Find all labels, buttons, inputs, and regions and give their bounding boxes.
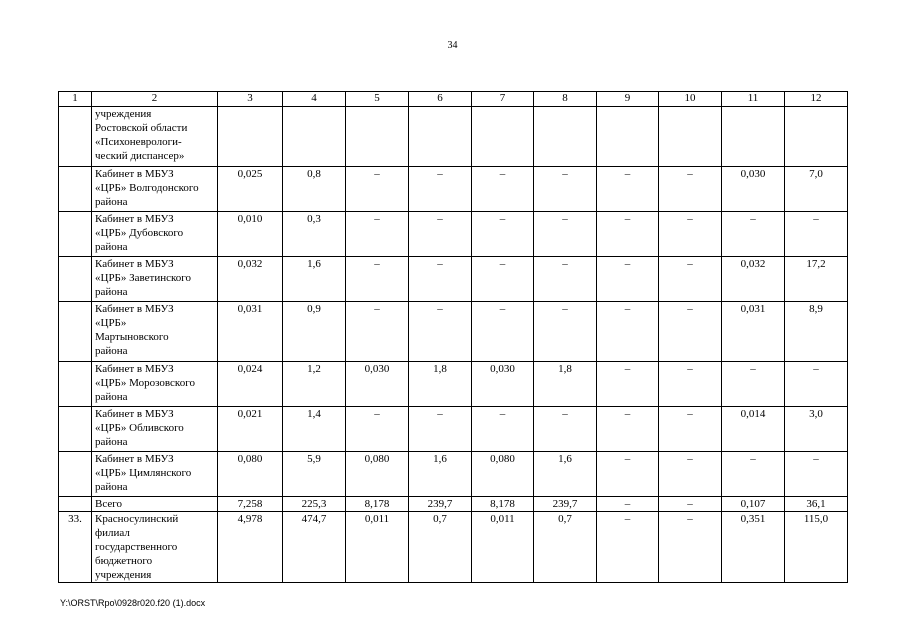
- header-cell: 2: [92, 92, 218, 107]
- value-cell: –: [409, 257, 472, 302]
- page-number: 34: [447, 40, 458, 51]
- value-cell: –: [597, 212, 659, 257]
- value-cell: 0,080: [472, 452, 534, 497]
- facility-name-line: Кабинет в МБУЗ: [95, 303, 174, 315]
- facility-name-line: «ЦРБ» Обливского: [95, 422, 184, 434]
- value-cell: 3,0: [785, 407, 848, 452]
- value-cell: –: [409, 167, 472, 212]
- value-cell: –: [472, 212, 534, 257]
- value-cell: –: [597, 407, 659, 452]
- value-cell: 115,0: [785, 512, 848, 583]
- value-cell: –: [472, 407, 534, 452]
- facility-name-line: «ЦРБ» Морозовского: [95, 377, 195, 389]
- file-path-footer: Y:\ORST\Rpo\0928r020.f20 (1).docx: [60, 598, 206, 608]
- value-cell: [218, 107, 283, 167]
- value-cell: –: [534, 302, 597, 362]
- value-cell: –: [597, 362, 659, 407]
- value-cell: 0,032: [218, 257, 283, 302]
- value-cell: 0,107: [722, 497, 785, 512]
- facility-name-line: государственного: [95, 541, 178, 553]
- value-cell: –: [659, 362, 722, 407]
- value-cell: 0,014: [722, 407, 785, 452]
- value-cell: –: [534, 407, 597, 452]
- value-cell: 0,021: [218, 407, 283, 452]
- value-cell: 0,080: [346, 452, 409, 497]
- value-cell: –: [346, 302, 409, 362]
- facility-name-line: Кабинет в МБУЗ: [95, 213, 174, 225]
- facility-name-cell: [92, 452, 218, 497]
- value-cell: 8,9: [785, 302, 848, 362]
- value-cell: 239,7: [534, 497, 597, 512]
- header-cell: 10: [659, 92, 722, 107]
- table-row: [59, 107, 848, 167]
- value-cell: 0,030: [722, 167, 785, 212]
- table-row: [59, 452, 848, 497]
- header-cell: 11: [722, 92, 785, 107]
- row-number-cell: [59, 212, 92, 257]
- value-cell: 17,2: [785, 257, 848, 302]
- facility-name-line: Кабинет в МБУЗ: [95, 363, 174, 375]
- row-number-cell: 33.: [59, 512, 92, 583]
- value-cell: –: [722, 362, 785, 407]
- header-cell: 5: [346, 92, 409, 107]
- value-cell: –: [409, 302, 472, 362]
- data-table: [58, 91, 848, 583]
- table-row: [59, 212, 848, 257]
- facility-name-line: филиал: [95, 527, 130, 539]
- value-cell: –: [659, 302, 722, 362]
- value-cell: –: [722, 452, 785, 497]
- facility-name-cell: [92, 167, 218, 212]
- facility-name-line: Кабинет в МБУЗ: [95, 408, 174, 420]
- row-number-cell: [59, 302, 92, 362]
- facility-name-line: «Психоневрологи-: [95, 136, 182, 148]
- value-cell: –: [597, 512, 659, 583]
- value-cell: 0,9: [283, 302, 346, 362]
- value-cell: 4,978: [218, 512, 283, 583]
- value-cell: –: [534, 257, 597, 302]
- value-cell: 1,8: [409, 362, 472, 407]
- value-cell: –: [659, 407, 722, 452]
- value-cell: –: [597, 167, 659, 212]
- value-cell: –: [659, 452, 722, 497]
- facility-name-line: района: [95, 481, 128, 493]
- value-cell: 1,4: [283, 407, 346, 452]
- facility-name-line: «ЦРБ» Цимлянского: [95, 467, 192, 479]
- value-cell: 0,024: [218, 362, 283, 407]
- value-cell: 0,025: [218, 167, 283, 212]
- value-cell: [472, 107, 534, 167]
- value-cell: 0,032: [722, 257, 785, 302]
- facility-name-line: «ЦРБ»: [95, 317, 127, 329]
- facility-name-line: района: [95, 196, 128, 208]
- table-row: [59, 407, 848, 452]
- value-cell: –: [785, 362, 848, 407]
- value-cell: 0,7: [409, 512, 472, 583]
- value-cell: 0,3: [283, 212, 346, 257]
- value-cell: 0,031: [722, 302, 785, 362]
- row-number-cell: [59, 362, 92, 407]
- facility-name-line: Всего: [95, 498, 122, 510]
- value-cell: –: [597, 452, 659, 497]
- value-cell: –: [659, 497, 722, 512]
- value-cell: [409, 107, 472, 167]
- value-cell: –: [785, 452, 848, 497]
- value-cell: –: [346, 257, 409, 302]
- value-cell: –: [785, 212, 848, 257]
- value-cell: 7,258: [218, 497, 283, 512]
- value-cell: [346, 107, 409, 167]
- value-cell: 225,3: [283, 497, 346, 512]
- value-cell: –: [597, 497, 659, 512]
- table-row: [59, 302, 848, 362]
- value-cell: 5,9: [283, 452, 346, 497]
- row-number-cell: [59, 452, 92, 497]
- table-header-row: [59, 92, 848, 107]
- value-cell: 0,7: [534, 512, 597, 583]
- value-cell: 239,7: [409, 497, 472, 512]
- facility-name-line: района: [95, 391, 128, 403]
- facility-name-line: учреждения: [95, 108, 152, 120]
- value-cell: 1,2: [283, 362, 346, 407]
- value-cell: –: [722, 212, 785, 257]
- facility-name-cell: [92, 302, 218, 362]
- value-cell: 0,031: [218, 302, 283, 362]
- value-cell: 0,030: [346, 362, 409, 407]
- header-cell: 8: [534, 92, 597, 107]
- value-cell: –: [472, 257, 534, 302]
- value-cell: [659, 107, 722, 167]
- value-cell: –: [472, 167, 534, 212]
- facility-name-line: Кабинет в МБУЗ: [95, 168, 174, 180]
- facility-name-line: «ЦРБ» Дубовского: [95, 227, 184, 239]
- value-cell: 0,080: [218, 452, 283, 497]
- facility-name-cell: [92, 512, 218, 583]
- value-cell: [597, 107, 659, 167]
- value-cell: 1,6: [283, 257, 346, 302]
- facility-name-line: учреждения: [95, 569, 152, 581]
- value-cell: [283, 107, 346, 167]
- value-cell: –: [659, 212, 722, 257]
- value-cell: –: [597, 302, 659, 362]
- facility-name-line: ческий диспансер»: [95, 150, 185, 162]
- facility-name-cell: [92, 107, 218, 167]
- facility-name-line: «ЦРБ» Заветинского: [95, 272, 192, 284]
- header-cell: 1: [59, 92, 92, 107]
- value-cell: –: [534, 167, 597, 212]
- value-cell: –: [409, 407, 472, 452]
- value-cell: 0,8: [283, 167, 346, 212]
- value-cell: 8,178: [346, 497, 409, 512]
- value-cell: [534, 107, 597, 167]
- value-cell: [785, 107, 848, 167]
- value-cell: –: [346, 407, 409, 452]
- facility-name-line: Мартыновского: [95, 331, 169, 343]
- value-cell: 0,010: [218, 212, 283, 257]
- value-cell: –: [659, 512, 722, 583]
- facility-name-line: района: [95, 345, 128, 357]
- header-cell: 6: [409, 92, 472, 107]
- facility-name-line: Кабинет в МБУЗ: [95, 258, 174, 270]
- header-cell: 9: [597, 92, 659, 107]
- value-cell: 1,6: [409, 452, 472, 497]
- value-cell: –: [472, 302, 534, 362]
- row-number-cell: [59, 407, 92, 452]
- value-cell: –: [346, 167, 409, 212]
- value-cell: –: [597, 257, 659, 302]
- value-cell: 0,011: [472, 512, 534, 583]
- facility-name-cell: [92, 497, 218, 512]
- table-row: [59, 167, 848, 212]
- facility-name-cell: [92, 362, 218, 407]
- value-cell: –: [659, 257, 722, 302]
- row-number-cell: [59, 167, 92, 212]
- facility-name-line: Ростовской области: [95, 122, 188, 134]
- header-cell: 12: [785, 92, 848, 107]
- row-number-cell: [59, 257, 92, 302]
- facility-name-line: «ЦРБ» Волгодонского: [95, 182, 199, 194]
- value-cell: 7,0: [785, 167, 848, 212]
- row-number-cell: [59, 497, 92, 512]
- table-row: [59, 362, 848, 407]
- value-cell: –: [534, 212, 597, 257]
- value-cell: –: [659, 167, 722, 212]
- value-cell: [722, 107, 785, 167]
- value-cell: 1,6: [534, 452, 597, 497]
- value-cell: –: [409, 212, 472, 257]
- header-cell: 7: [472, 92, 534, 107]
- header-cell: 3: [218, 92, 283, 107]
- facility-name-line: бюджетного: [95, 555, 153, 567]
- facility-name-line: Красносулинский: [95, 513, 179, 525]
- facility-name-line: района: [95, 241, 128, 253]
- table-row: [59, 257, 848, 302]
- value-cell: 0,011: [346, 512, 409, 583]
- facility-name-cell: [92, 257, 218, 302]
- value-cell: 474,7: [283, 512, 346, 583]
- value-cell: 36,1: [785, 497, 848, 512]
- header-cell: 4: [283, 92, 346, 107]
- table-row: [59, 497, 848, 512]
- facility-name-cell: [92, 407, 218, 452]
- value-cell: 0,351: [722, 512, 785, 583]
- table-row: [59, 512, 848, 583]
- value-cell: 8,178: [472, 497, 534, 512]
- value-cell: 1,8: [534, 362, 597, 407]
- facility-name-line: района: [95, 436, 128, 448]
- row-number-cell: [59, 107, 92, 167]
- facility-name-cell: [92, 212, 218, 257]
- facility-name-line: Кабинет в МБУЗ: [95, 453, 174, 465]
- value-cell: –: [346, 212, 409, 257]
- facility-name-line: района: [95, 286, 128, 298]
- value-cell: 0,030: [472, 362, 534, 407]
